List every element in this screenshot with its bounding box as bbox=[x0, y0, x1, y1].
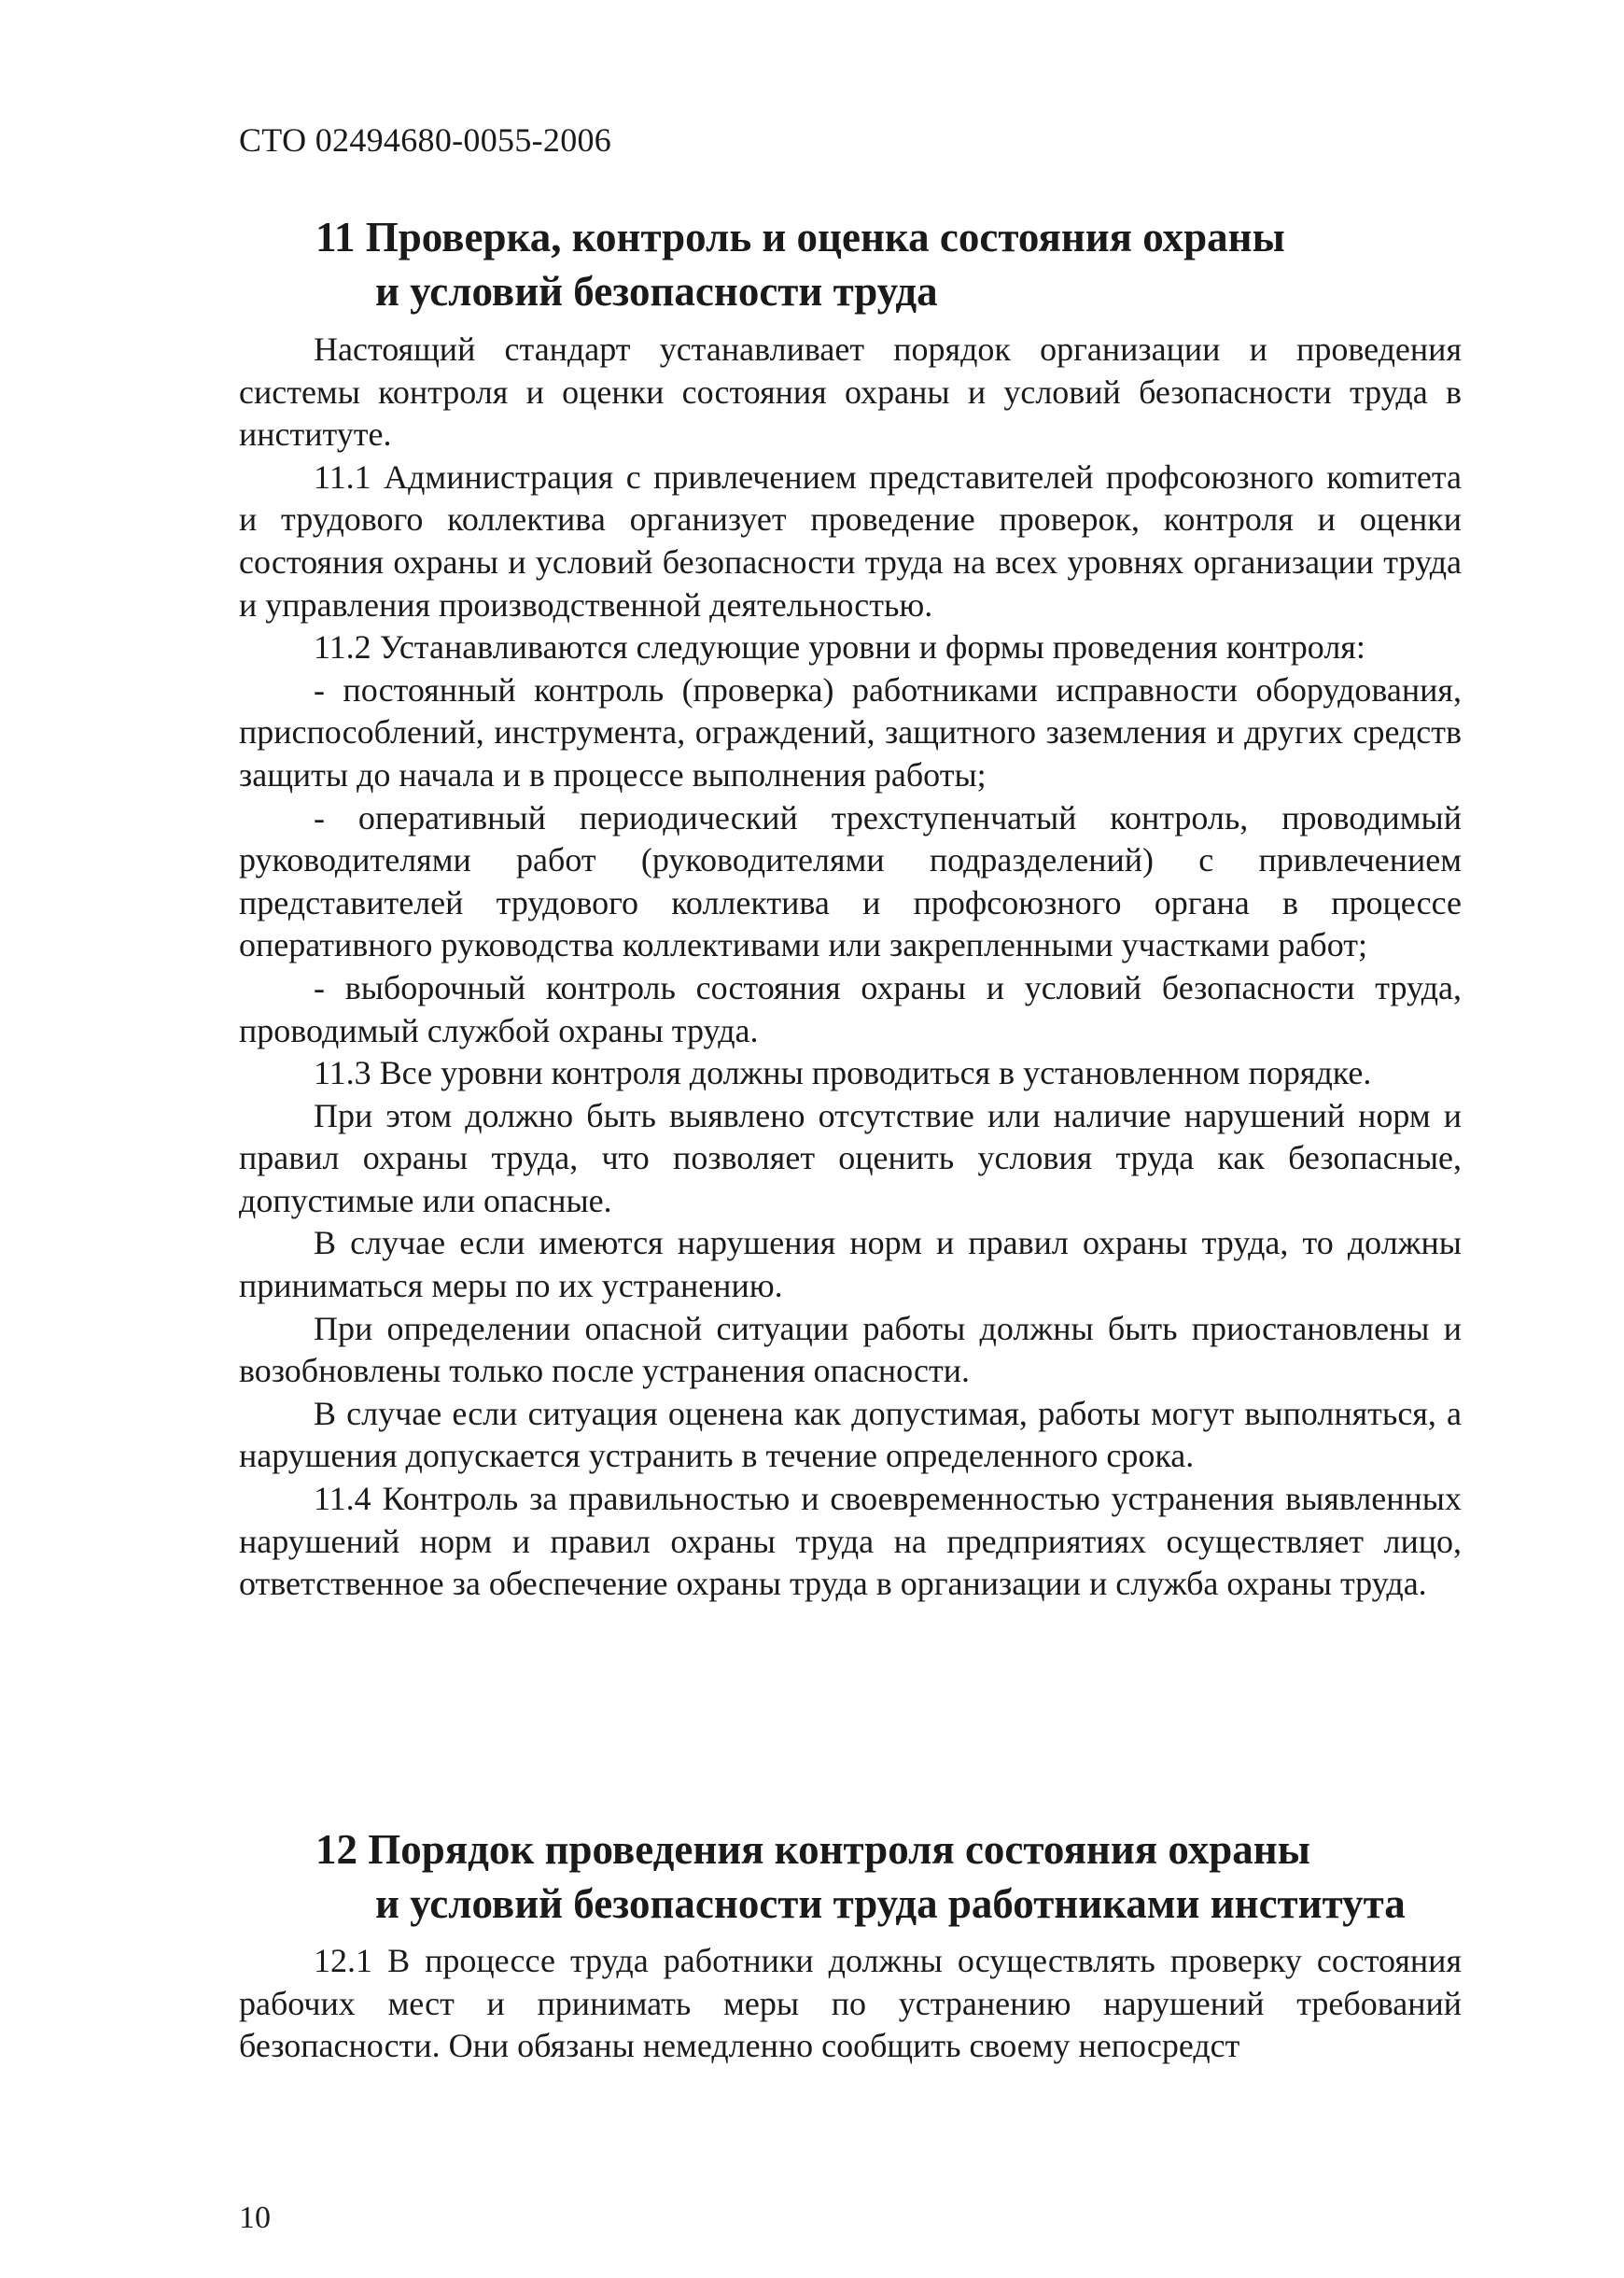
paragraph-11-3: 11.3 Все уровни контроля должны проводиться в установленном порядке. bbox=[314, 1054, 1372, 1092]
section-11-body bbox=[239, 329, 1462, 1606]
paragraph-measures: В случае если имеются нарушения норм и правил охраны труда, то должны приниматься меры по их устранению. bbox=[239, 1224, 1462, 1305]
paragraph-12-1: 12.1 В процессе труда работники должны осуществлять проверку состояния рабочих мест и принимать меры по устранению нарушений требований безопасности. Они обязаны немедленно сообщить своему непосредст bbox=[239, 1942, 1462, 2065]
paragraph-11-2: 11.2 Устанавливаются следующие уровни и формы проведения контроля: bbox=[314, 628, 1365, 667]
paragraph-11-4: 11.4 Контроль за правильностью и своевременностью устранения выявленных нарушений норм и правил охраны труда на предприятиях осуществляет лицо, ответственное за обеспечение охраны труда в организации и служба охраны труда. bbox=[239, 1480, 1462, 1603]
section-11-heading-line-2: и условий безопасности труда bbox=[375, 268, 938, 315]
paragraph-violations: При этом должно быть выявлено отсутствие или наличие нарушений норм и правил охраны труда, что позволяет оценить условия труда как безопасные, допустимые или опасные. bbox=[239, 1096, 1462, 1219]
paragraph-11-1: 11.1 Администрация с привлечением представителей профсоюзного коmитета и трудового коллектива организует проведение проверок, контроля и оценки состояния охраны и условий безопасности труда на всех уровнях организации труда и управления производственной деятельностью. bbox=[239, 457, 1462, 624]
section-12-heading-line-1: 12 Порядок проведения контроля состояния охраны bbox=[315, 1826, 1310, 1873]
paragraph-dangerous-situation: При определении опасной ситуации работы должны быть приостановлены и возобновлены только после устранения опасности. bbox=[239, 1309, 1462, 1390]
section-12-body bbox=[239, 1940, 1462, 2068]
list-item-operational-control: - оперативный периодический трехступенчатый контроль, проводимый руководителями работ (руководителями подразделений) с привлечением представителей трудового коллектива и профсоюзного органа в процессе оперативного руководства коллективами или закрепленными участками работ; bbox=[239, 798, 1462, 964]
section-11-heading bbox=[315, 210, 1285, 318]
document-code: СТО 02494680-0055-2006 bbox=[239, 121, 612, 159]
section-11-heading-line-1: 11 Проверка, контроль и оценка состояния охраны bbox=[315, 214, 1285, 260]
section-12-heading-line-2: и условий безопасности труда работниками института bbox=[375, 1880, 1406, 1927]
list-item-selective-control: - выборочный контроль состояния охраны и условий безопасности труда, проводимый службой охраны труда. bbox=[239, 968, 1462, 1049]
section-12-heading bbox=[315, 1822, 1406, 1931]
paragraph-intro: Настоящий стандарт устанавливает порядок организации и проведения системы контроля и оценки состояния охраны и условий безопасности труда в институте. bbox=[239, 330, 1462, 454]
list-item-constant-control: - постоянный контроль (проверка) работниками исправности оборудования, приспособлений, инструмента, ограждений, защитного заземления и других средств защиты до начала и в процессе выполнения работы; bbox=[239, 670, 1462, 794]
page-number: 10 bbox=[239, 2201, 271, 2235]
paragraph-acceptable-situation: В случае если ситуация оценена как допустимая, работы могут выполняться, а нарушения допускается устранить в течение определенного срока. bbox=[239, 1394, 1462, 1475]
